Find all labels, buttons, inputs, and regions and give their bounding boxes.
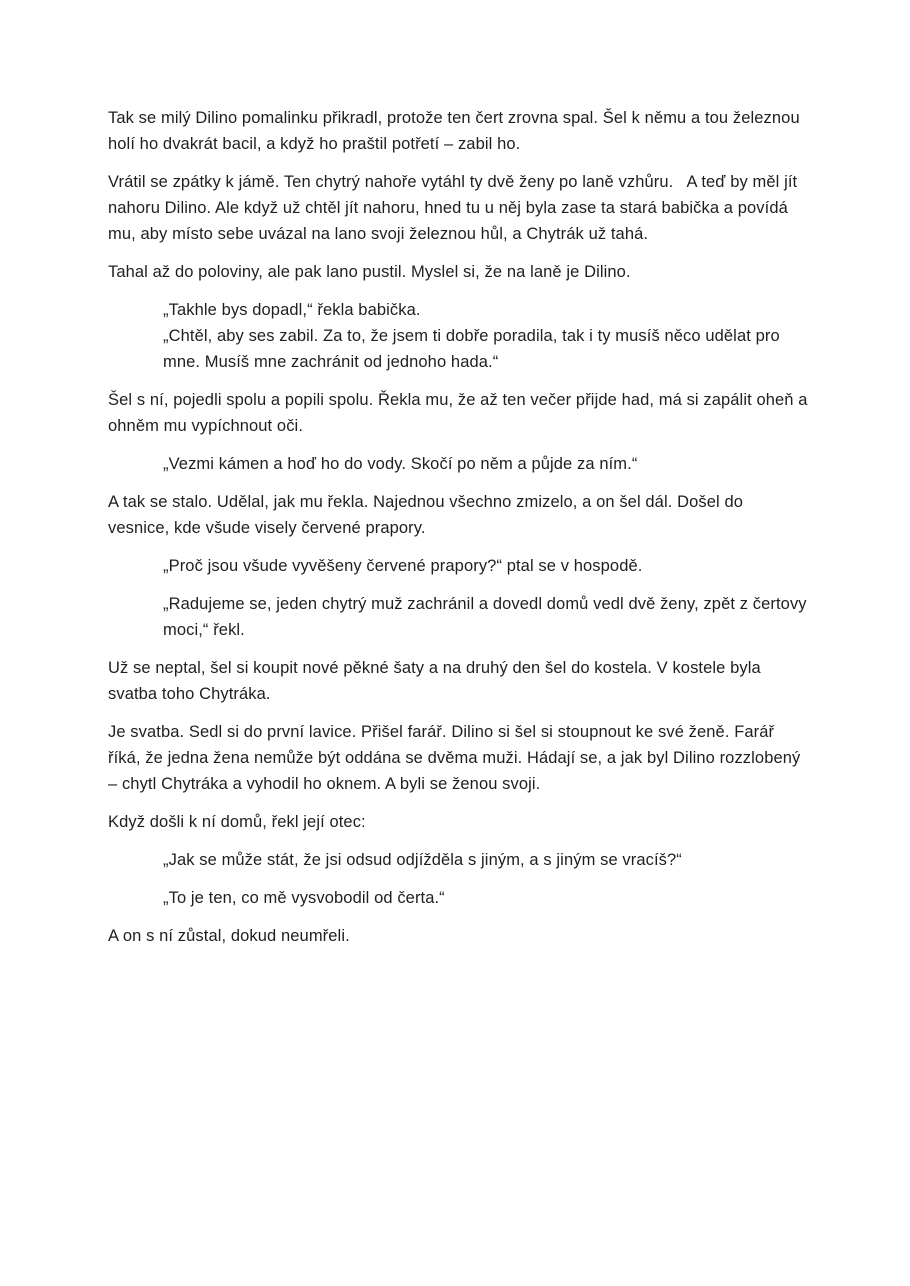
quote-paragraph: „Takhle bys dopadl,“ řekla babička. (163, 301, 421, 319)
quote-paragraph: „To je ten, co mě vysvobodil od čerta.“ (163, 889, 445, 907)
quote-paragraph: „Jak se může stát, že jsi odsud odjížděla s jiným, a s jiným se vracíš?“ (163, 851, 682, 869)
quote-paragraph: „Vezmi kámen a hoď ho do vody. Skočí po něm a půjde za ním.“ (163, 455, 638, 473)
quote-paragraph: „Radujeme se, jeden chytrý muž zachránil a dovedl domů vedl dvě ženy, zpět z čertovy moci,“ řekl. (163, 595, 812, 639)
paragraph: Šel s ní, pojedli spolu a popili spolu. Řekla mu, že až ten večer přijde had, má si zapálit oheň a ohněm mu vypíchnout oči. (108, 391, 813, 435)
paragraph: Už se neptal, šel si koupit nové pěkné šaty a na druhý den šel do kostela. V kostele byla svatba toho Chytráka. (108, 659, 766, 703)
paragraph: A on s ní zůstal, dokud neumřeli. (108, 927, 350, 945)
paragraph: Když došli k ní domů, řekl její otec: (108, 813, 366, 831)
paragraph: Tak se milý Dilino pomalinku přikradl, protože ten čert zrovna spal. Šel k němu a tou železnou holí ho dvakrát bacil, a když ho praštil potřetí – zabil ho. (108, 109, 805, 153)
paragraph: A tak se stalo. Udělal, jak mu řekla. Najednou všechno zmizelo, a on šel dál. Došel do vesnice, kde všude visely červené prapory. (108, 493, 748, 537)
quote-paragraph: „Chtěl, aby ses zabil. Za to, že jsem ti dobře poradila, tak i ty musíš něco udělat pro mne. Musíš mne zachránit od jednoho hada.“ (163, 327, 785, 371)
quote-paragraph: „Proč jsou všude vyvěšeny červené prapory?“ ptal se v hospodě. (163, 557, 643, 575)
paragraph: Je svatba. Sedl si do první lavice. Přišel farář. Dilino si šel si stoupnout ke své ženě. Farář říká, že jedna žena nemůže být oddána se dvěma muži. Hádají se, a jak byl Dilino rozzlobený – chytl Chytráka a vyhodil ho oknem. A byli se ženou svoji. (108, 723, 806, 793)
paragraph: Tahal až do poloviny, ale pak lano pustil. Myslel si, že na laně je Dilino. (108, 263, 631, 281)
text-column (108, 105, 813, 949)
paragraph: Vrátil se zpátky k jámě. Ten chytrý nahoře vytáhl ty dvě ženy po laně vzhůru. A teď by měl jít nahoru Dilino. Ale když už chtěl jít nahoru, hned tu u něj byla zase ta stará babička a povídá mu, aby místo sebe uvázal na lano svoji železnou hůl, a Chytrák už tahá. (108, 173, 802, 243)
